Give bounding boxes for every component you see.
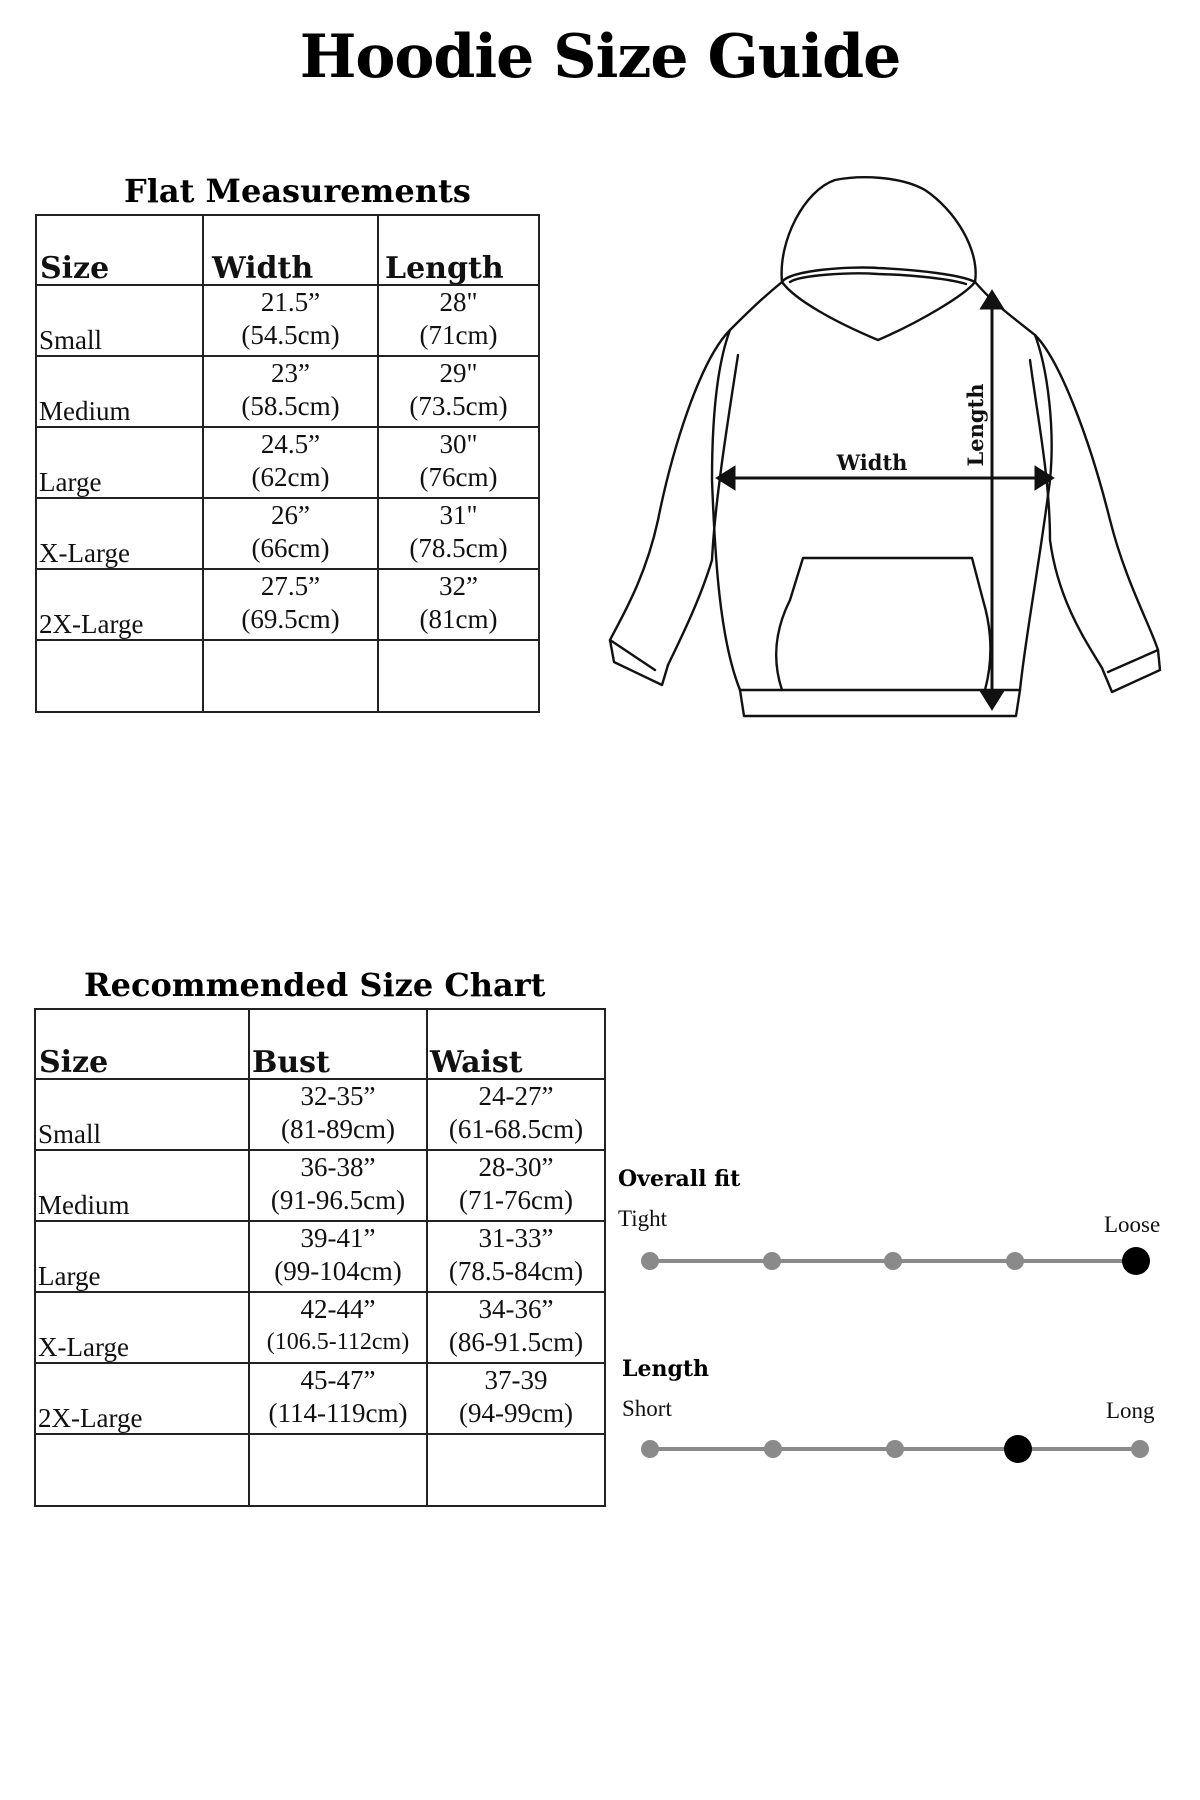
bust-inches: 39-41” <box>300 1223 376 1253</box>
overall-fit-label: Overall fit <box>618 1166 741 1192</box>
left-sleeve-inner <box>668 355 738 665</box>
scale-dot <box>641 1440 659 1458</box>
page-title: Hoodie Size Guide <box>299 22 901 92</box>
size-cell: X-Large <box>36 498 203 569</box>
length-cm: (78.5cm) <box>409 533 508 563</box>
waist-inches: 31-33” <box>478 1223 554 1253</box>
scale-dot <box>763 1252 781 1270</box>
size-cell: Medium <box>36 356 203 427</box>
table-row <box>36 569 539 640</box>
waist-inches: 28-30” <box>478 1152 554 1182</box>
table-row <box>35 1079 605 1150</box>
length-label: Length <box>963 383 988 467</box>
bust-cell <box>249 1363 427 1434</box>
scale-dot <box>764 1440 782 1458</box>
length-cm: (71cm) <box>419 320 498 350</box>
waist-cell <box>427 1363 605 1434</box>
width-cm: (69.5cm) <box>241 604 340 634</box>
width-inches: 21.5” <box>260 287 321 317</box>
empty-cell <box>249 1434 427 1506</box>
width-cm: (66cm) <box>251 533 330 563</box>
column-header-size: Size <box>36 215 203 285</box>
length-inches: 32” <box>439 571 478 601</box>
length-inches: 29" <box>439 358 478 388</box>
size-cell: Large <box>36 427 203 498</box>
length-cm: (73.5cm) <box>409 391 508 421</box>
waist-cm: (94-99cm) <box>459 1398 573 1428</box>
scale-dot-selected <box>1004 1435 1032 1463</box>
length-fit-left-label: Short <box>622 1396 672 1421</box>
size-cell: 2X-Large <box>35 1363 249 1434</box>
bust-inches: 32-35” <box>300 1081 376 1111</box>
width-inches: 23” <box>271 358 310 388</box>
column-header-bust: Bust <box>249 1009 427 1079</box>
table-row <box>35 1150 605 1221</box>
scale-dot <box>641 1252 659 1270</box>
waist-cm: (78.5-84cm) <box>448 1256 584 1286</box>
column-header-width: Width <box>203 215 378 285</box>
bust-cell <box>249 1292 427 1363</box>
bust-cm: (91-96.5cm) <box>270 1185 406 1215</box>
flat-measurements-title: Flat Measurements <box>124 172 471 210</box>
right-sleeve <box>1035 335 1158 672</box>
size-cell: Medium <box>35 1150 249 1221</box>
length-fit-scale <box>650 1434 1140 1464</box>
empty-cell <box>203 640 378 712</box>
width-cell <box>203 427 378 498</box>
waist-cell <box>427 1150 605 1221</box>
size-cell: Large <box>35 1221 249 1292</box>
width-cell <box>203 285 378 356</box>
column-header-length: Length <box>378 215 539 285</box>
width-inches: 26” <box>271 500 310 530</box>
table-header-row <box>36 215 539 285</box>
overall-fit-scale <box>650 1246 1136 1276</box>
table-row <box>36 285 539 356</box>
table-row <box>36 498 539 569</box>
waist-inches: 24-27” <box>478 1081 554 1111</box>
flat-measurements-table <box>35 214 540 713</box>
bust-cm: (114-119cm) <box>268 1398 408 1428</box>
table-header-row <box>35 1009 605 1079</box>
table-row <box>36 356 539 427</box>
length-cell <box>378 427 539 498</box>
size-cell: 2X-Large <box>36 569 203 640</box>
scale-dot <box>1131 1440 1149 1458</box>
table-row <box>35 1221 605 1292</box>
length-cell <box>378 285 539 356</box>
hoodie-diagram <box>605 170 1165 720</box>
empty-cell <box>35 1434 249 1506</box>
hood-rim <box>790 273 966 284</box>
body-outline <box>712 282 1052 690</box>
recommended-size-chart-title: Recommended Size Chart <box>84 966 546 1004</box>
bust-cell <box>249 1221 427 1292</box>
scale-dot <box>1006 1252 1024 1270</box>
overall-fit-right-label: Loose <box>1104 1212 1161 1237</box>
length-fit-label: Length <box>622 1356 710 1382</box>
column-header-waist: Waist <box>427 1009 605 1079</box>
length-arrow-bottom-head <box>982 692 1002 708</box>
width-cm: (58.5cm) <box>241 391 340 421</box>
scale-dot-selected <box>1122 1247 1150 1275</box>
kangaroo-pocket <box>776 558 990 690</box>
table-row <box>36 427 539 498</box>
length-cell <box>378 356 539 427</box>
waist-cm: (61-68.5cm) <box>448 1114 584 1144</box>
bust-cell <box>249 1079 427 1150</box>
waistband <box>740 690 1020 716</box>
waist-cell <box>427 1079 605 1150</box>
waist-cm: (86-91.5cm) <box>448 1327 584 1357</box>
scale-dot <box>884 1252 902 1270</box>
width-cell <box>203 356 378 427</box>
length-inches: 31" <box>439 500 478 530</box>
table-row <box>35 1363 605 1434</box>
table-row-empty <box>36 640 539 712</box>
width-cell <box>203 569 378 640</box>
length-inches: 28" <box>439 287 478 317</box>
width-inches: 27.5” <box>260 571 321 601</box>
waist-inches: 37-39 <box>484 1365 548 1395</box>
width-cm: (54.5cm) <box>241 320 340 350</box>
size-cell: Small <box>35 1079 249 1150</box>
hood-outline <box>782 177 976 282</box>
scale-dot <box>886 1440 904 1458</box>
overall-fit-left-label: Tight <box>618 1206 668 1231</box>
width-inches: 24.5” <box>260 429 321 459</box>
bust-inches: 45-47” <box>300 1365 376 1395</box>
bust-cell <box>249 1150 427 1221</box>
size-cell: Small <box>36 285 203 356</box>
hood-opening <box>782 268 975 340</box>
length-cm: (76cm) <box>419 462 498 492</box>
empty-cell <box>427 1434 605 1506</box>
length-cm: (81cm) <box>419 604 498 634</box>
table-row <box>35 1292 605 1363</box>
recommended-size-table <box>34 1008 606 1507</box>
length-inches: 30" <box>439 429 478 459</box>
empty-cell <box>378 640 539 712</box>
bust-inches: 36-38” <box>300 1152 376 1182</box>
bust-cm: (106.5-112cm) <box>266 1329 410 1355</box>
length-cell <box>378 498 539 569</box>
waist-cm: (71-76cm) <box>459 1185 573 1215</box>
width-cell <box>203 498 378 569</box>
waist-inches: 34-36” <box>478 1294 554 1324</box>
width-cm: (62cm) <box>251 462 330 492</box>
empty-cell <box>36 640 203 712</box>
size-cell: X-Large <box>35 1292 249 1363</box>
length-fit-right-label: Long <box>1106 1398 1155 1423</box>
length-cell <box>378 569 539 640</box>
bust-inches: 42-44” <box>300 1294 376 1324</box>
right-sleeve-inner <box>1030 360 1102 668</box>
bust-cm: (81-89cm) <box>281 1114 395 1144</box>
waist-cell <box>427 1292 605 1363</box>
table-row-empty <box>35 1434 605 1506</box>
width-label: Width <box>836 450 908 475</box>
bust-cm: (99-104cm) <box>274 1256 402 1286</box>
column-header-size: Size <box>35 1009 249 1079</box>
waist-cell <box>427 1221 605 1292</box>
